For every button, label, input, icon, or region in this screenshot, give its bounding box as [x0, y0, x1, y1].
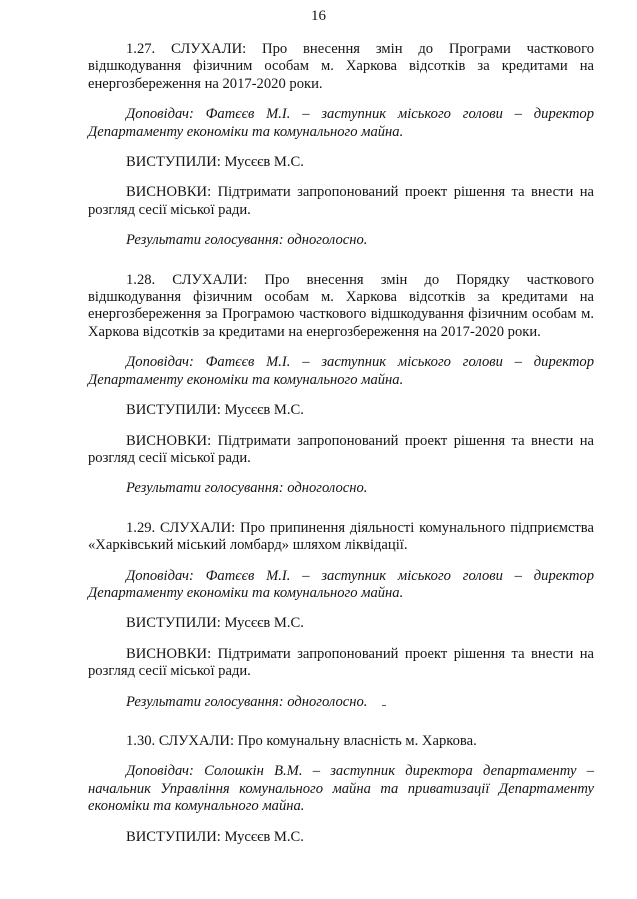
agenda-item-1-28 [88, 272, 594, 498]
conclusions-paragraph: ВИСНОВКИ: Підтримати запропонований проект рішення та внести на розгляд сесії міської ради. [88, 184, 594, 218]
heard-paragraph: 1.30. СЛУХАЛИ: Про комунальну власність м. Харкова. [126, 732, 477, 749]
heard-paragraph: 1.29. СЛУХАЛИ: Про припинення діяльності комунального підприємства «Харківський міський ломбард» шляхом ліквідації. [88, 519, 594, 554]
agenda-item-1-27 [88, 41, 594, 250]
speaker-paragraph: Доповідач: Фатєєв М.І. – заступник міського голови – директор Департаменту економіки та комунального майна. [88, 354, 594, 388]
page-number: 16 [311, 8, 326, 24]
speaker-paragraph: Доповідач: Фатєєв М.І. – заступник міського голови – директор Департаменту економіки та комунального майна. [88, 567, 594, 601]
vote-result: Результати голосування: одноголосно. [126, 232, 368, 249]
spoke-paragraph: ВИСТУПИЛИ: Мусєєв М.С. [126, 402, 304, 419]
conclusions-paragraph: ВИСНОВКИ: Підтримати запропонований проект рішення та внести на розгляд сесії міської ради. [88, 432, 594, 466]
spoke-paragraph: ВИСТУПИЛИ: Мусєєв М.С. [126, 828, 304, 845]
minutes-content [88, 41, 594, 846]
spoke-paragraph: ВИСТУПИЛИ: Мусєєв М.С. [126, 615, 304, 632]
speaker-paragraph: Доповідач: Фатєєв М.І. – заступник міського голови – директор Департаменту економіки та комунального майна. [88, 106, 594, 140]
spoke-paragraph: ВИСТУПИЛИ: Мусєєв М.С. [126, 154, 304, 171]
heard-paragraph: 1.27. СЛУХАЛИ: Про внесення змін до Програми часткового відшкодування фізичним особам м. Харкова відсотків за кредитами на енергозбереження на 2017-2020 роки. [88, 41, 594, 92]
vote-result: Результати голосування: одноголосно. [126, 693, 368, 710]
scan-mark [382, 705, 386, 706]
speaker-paragraph: Доповідач: Солошкін В.М. – заступник директора департаменту – начальник Управління комунального майна та приватизації Департаменту економіки та комунального майна. [88, 763, 594, 815]
conclusions-paragraph: ВИСНОВКИ: Підтримати запропонований проект рішення та внести на розгляд сесії міської ради. [88, 645, 594, 680]
agenda-item-1-30 [88, 733, 594, 846]
vote-result: Результати голосування: одноголосно. [126, 480, 368, 497]
agenda-item-1-29 [88, 520, 594, 711]
heard-paragraph: 1.28. СЛУХАЛИ: Про внесення змін до Порядку часткового відшкодування фізичним особам м. Харкова відсотків за кредитами на енергозбереження за Програмою часткового відшкодування фізичним особам м. Харкова відсотків за кредитами на енергозбереження на 2017-2020 роки. [88, 271, 594, 340]
